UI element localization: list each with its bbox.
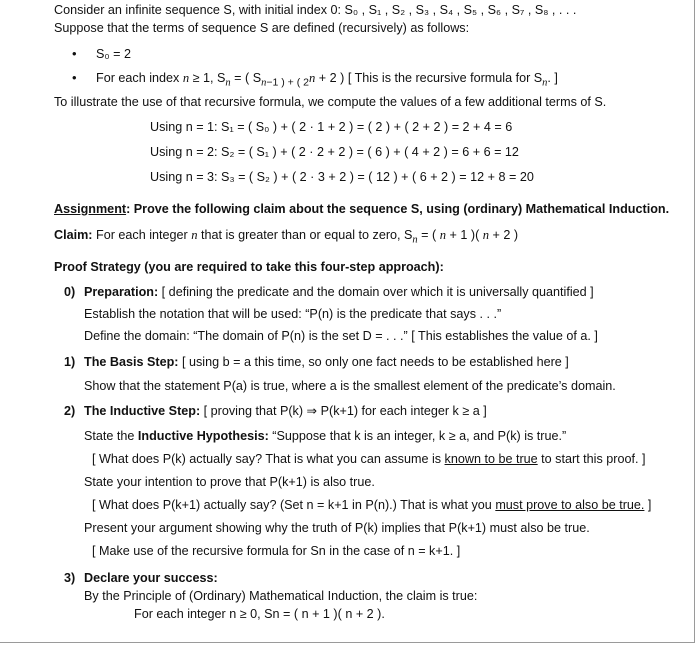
step-2-heading: The Inductive Step: [ proving that P(k) ⇒ P(k+1) for each integer k ≥ a ] [84, 404, 487, 418]
step-3-heading: Declare your success: [84, 571, 218, 585]
proof-strategy-heading: Proof Strategy (you are required to take this four-step approach): [54, 260, 444, 274]
step-0-heading: Preparation: [ defining the predicate and the domain over which it is universally quantified ] [84, 285, 594, 299]
example-n2: Using n = 2: S₂ = ( S₁ ) + ( 2 · 2 + 2 ) = ( 6 ) + ( 4 + 2 ) = 6 + 6 = 12 [150, 145, 519, 159]
step-2-number: 2) [64, 404, 76, 418]
step-2-recursive-hint: [ Make use of the recursive formula for Sn in the case of n = k+1. ] [92, 544, 461, 558]
intro-sequence-line: Consider an infinite sequence S, with initial index 0: S₀ , S₁ , S₂ , S₃ , S₄ , S₅ , S₆ , S₇ , S₈ , . . . [54, 3, 577, 17]
step-2-pk-note: [ What does P(k) actually say? That is what you can assume is known to be true to start this proof. ] [92, 452, 646, 466]
step-3-number: 3) [64, 571, 76, 585]
step-0-notation: Establish the notation that will be used: “P(n) is the predicate that says . . .” [84, 307, 502, 321]
step-1-number: 1) [64, 355, 76, 369]
bullet-dot: • [72, 46, 77, 61]
recursive-formula-definition: For each index n ≥ 1, $S_n$ = ( $S_{n-1 ) + ( 2}n + 2$ ) [ This is the recursive formula for $S_n$. ] [96, 71, 558, 89]
step-0-domain: Define the domain: “The domain of P(n) is the set D = . . .” [ This establishes the value of a. ] [84, 329, 598, 343]
step-0-number: 0) [64, 285, 76, 299]
step-3-principle: By the Principle of (Ordinary) Mathematical Induction, the claim is true: [84, 589, 478, 603]
step-1-heading: The Basis Step: [ using b = a this time, so only one fact needs to be established here ] [84, 355, 569, 369]
example-n1: Using n = 1: S₁ = ( S₀ ) + ( 2 · 1 + 2 ) = ( 2 ) + ( 2 + 2 ) = 2 + 4 = 6 [150, 120, 513, 134]
step-2-pk1-note: [ What does P(k+1) actually say? (Set n = k+1 in P(n).) That is what you must prove to also be true. ] [92, 498, 652, 512]
assignment-line: Assignment: Prove the following claim about the sequence S, using (ordinary) Mathematical Induction. [54, 202, 670, 216]
step-2-hypothesis: State the Inductive Hypothesis: “Suppose that k is an integer, k ≥ a, and P(k) is true.” [84, 429, 567, 443]
bullet-dot: • [72, 70, 77, 85]
step-2-argument: Present your argument showing why the truth of P(k) implies that P(k+1) must also be true. [84, 521, 590, 535]
example-n3: Using n = 3: S₃ = ( S₂ ) + ( 2 · 3 + 2 ) = ( 12 ) + ( 6 + 2 ) = 12 + 8 = 20 [150, 170, 534, 184]
claim-line: Claim: For each integer n that is greater than or equal to zero, $S_n$ = ( n + 1 )( n + 2 ) [54, 228, 519, 246]
step-2-intention: State your intention to prove that P(k+1) is also true. [84, 475, 375, 489]
step-3-conclusion: For each integer n ≥ 0, Sn = ( n + 1 )( n + 2 ). [134, 607, 385, 621]
base-case-definition: S₀ = 2 [96, 47, 131, 61]
intro-definition-line: Suppose that the terms of sequence S are defined (recursively) as follows: [54, 21, 470, 35]
step-1-instruction: Show that the statement P(a) is true, where a is the smallest element of the predicate’s domain. [84, 379, 616, 393]
illustration-intro: To illustrate the use of that recursive formula, we compute the values of a few additional terms of S. [54, 95, 607, 109]
